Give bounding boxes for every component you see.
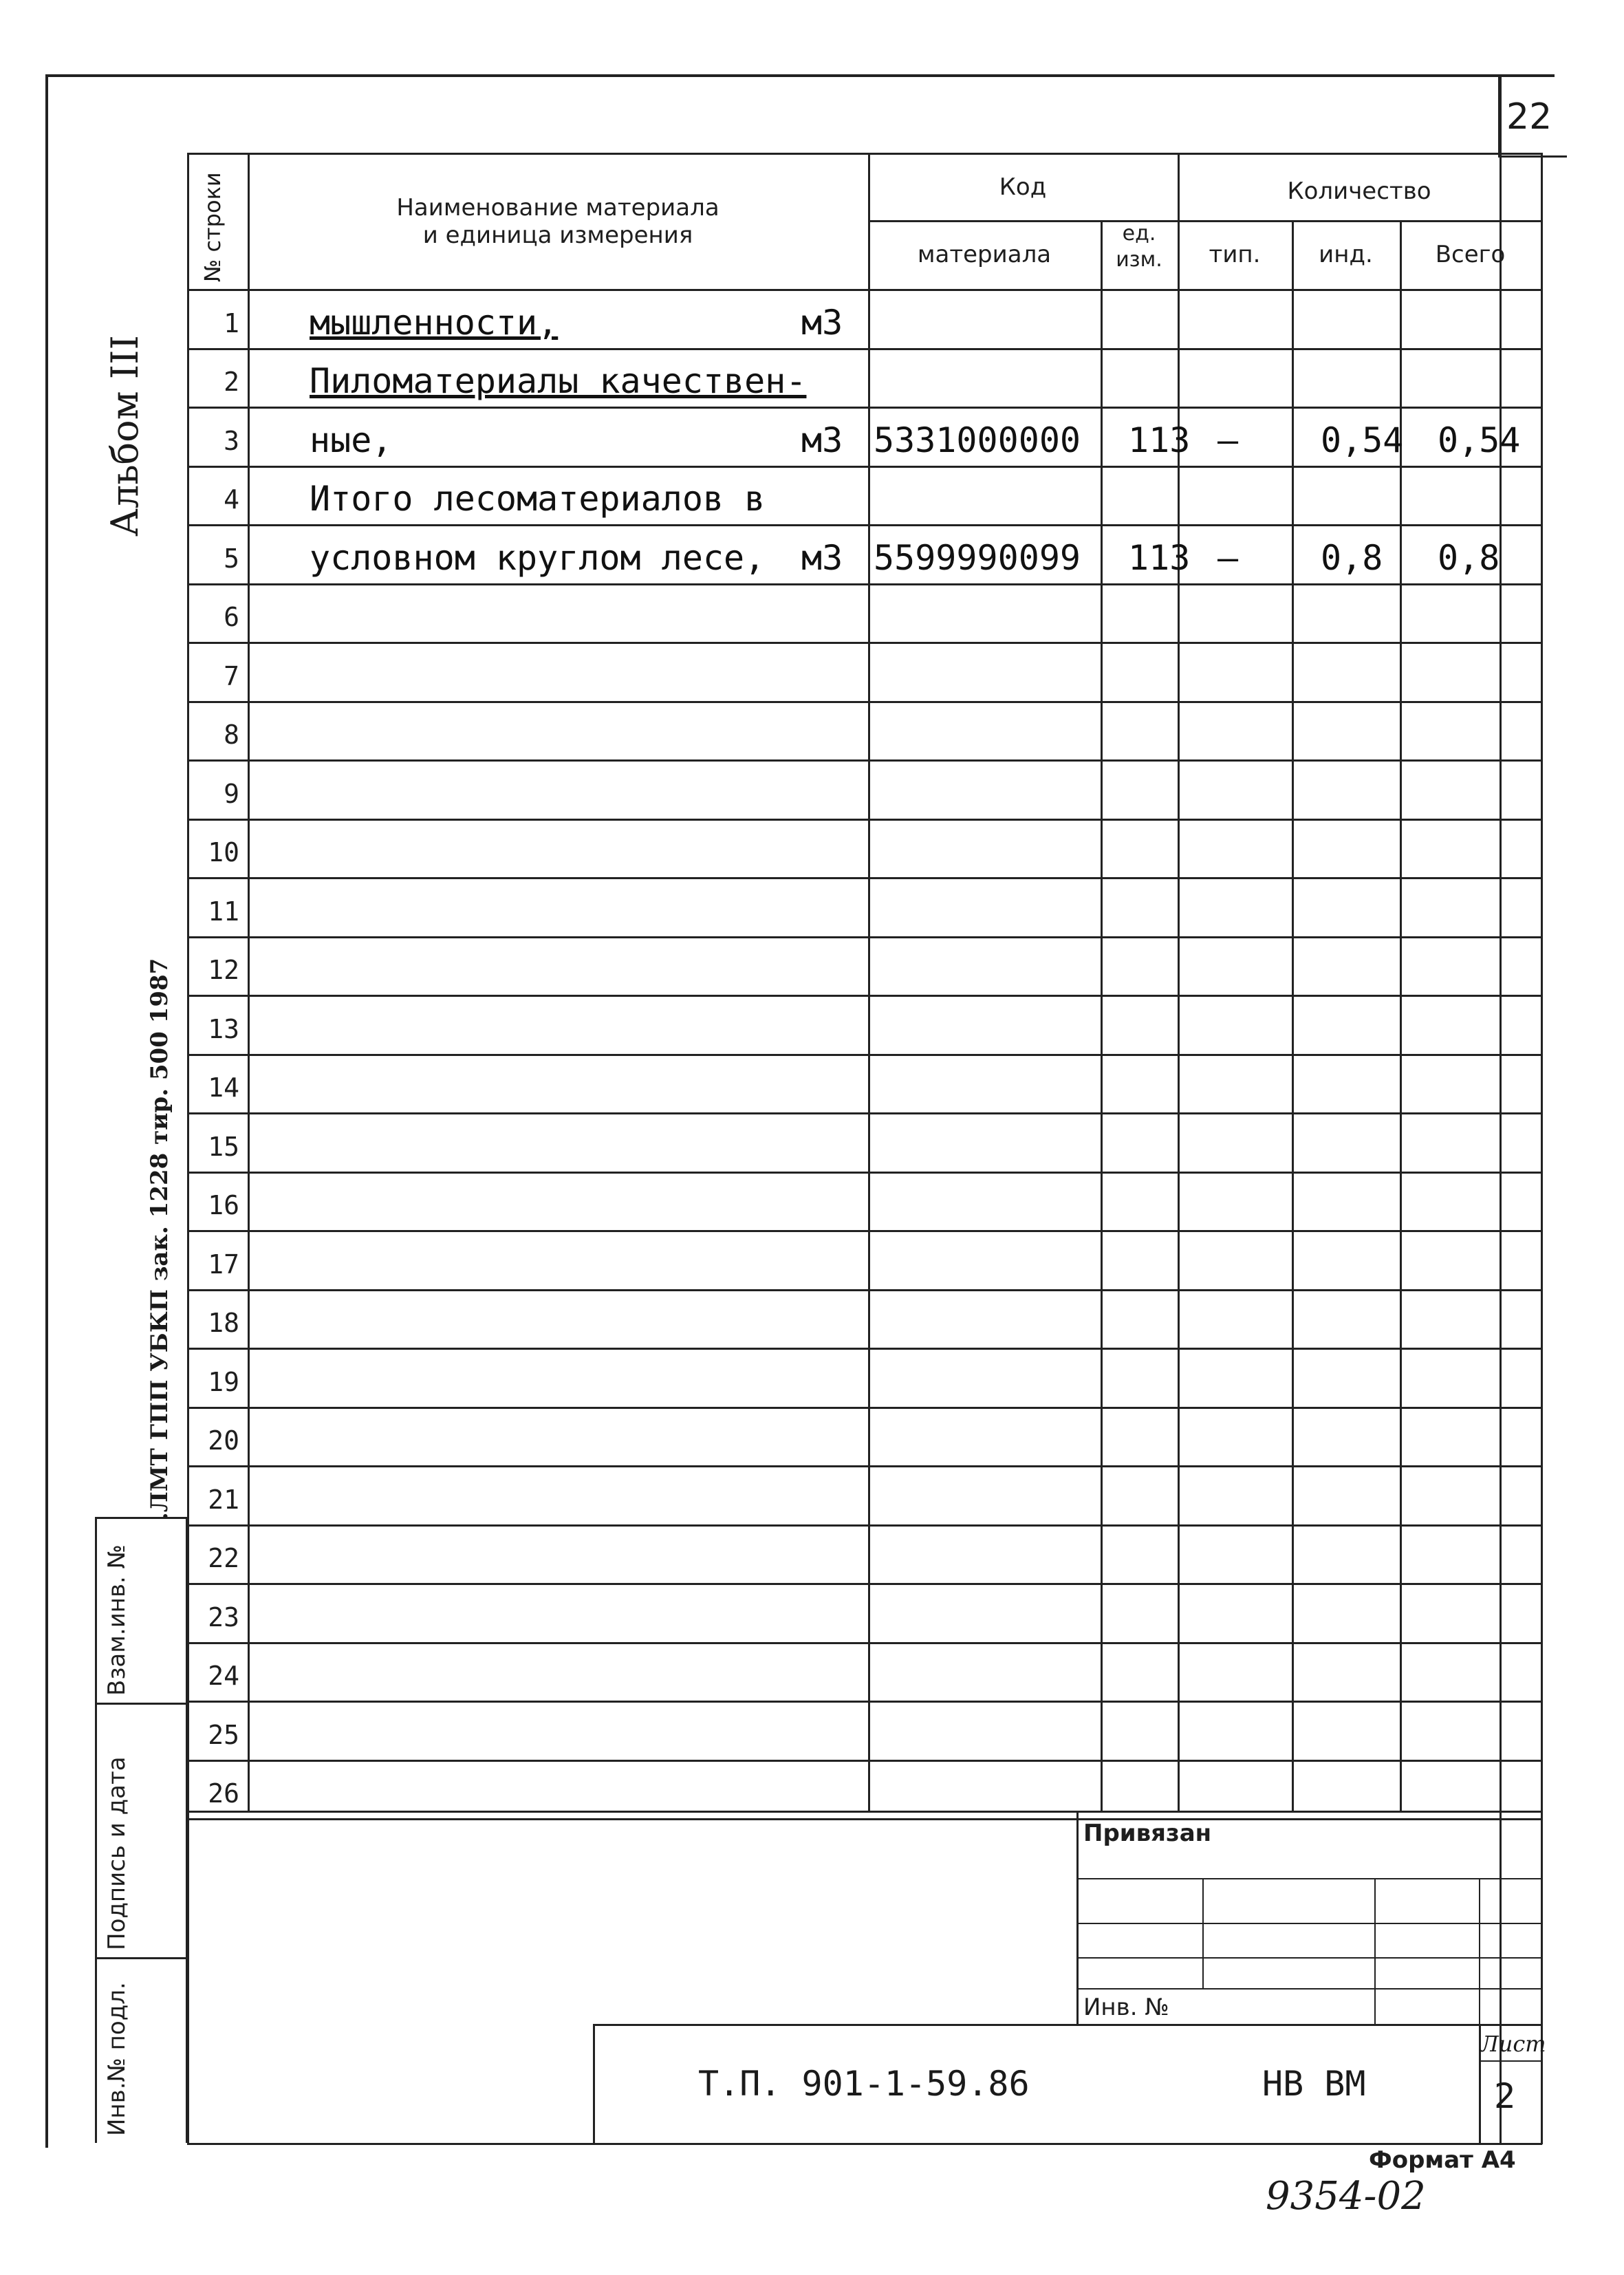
stamp-inner-line-1 (95, 1517, 97, 2143)
row-line (187, 701, 1542, 703)
name-column-line (868, 153, 870, 1811)
cell-typ: – (1217, 420, 1239, 460)
header-qty-total: Всего (1435, 241, 1506, 268)
handwritten-number: 9354-02 (1266, 2174, 1426, 2219)
row-line (187, 466, 1542, 468)
row-number: 6 (224, 602, 239, 632)
cell-code: 5599990099 (874, 537, 1081, 578)
cell-ind: 0,54 (1321, 420, 1404, 460)
row-number: 19 (208, 1366, 239, 1397)
row-line (187, 1760, 1542, 1762)
row-line (187, 1524, 1542, 1527)
row-line (187, 1348, 1542, 1350)
header-code-unit-1: ед. (1122, 222, 1156, 246)
table-right-line (1541, 153, 1543, 2144)
header-qty-typ: тип. (1209, 241, 1261, 268)
row-line (187, 348, 1542, 350)
row-number: 23 (208, 1602, 239, 1632)
doc-block-left (593, 2024, 595, 2144)
row-number: 15 (208, 1131, 239, 1162)
row-line (187, 1583, 1542, 1585)
row-number: 8 (224, 720, 239, 750)
row-line (187, 524, 1542, 526)
row-number: 9 (224, 778, 239, 809)
typ-column-line (1292, 220, 1294, 1811)
unit-code-column-line (1178, 153, 1180, 1811)
cell-name: ные, (310, 420, 393, 460)
cell-code: 5331000000 (874, 420, 1081, 460)
header-middle-line (868, 220, 1542, 222)
row-line (187, 1289, 1542, 1291)
rownum-column-line (248, 153, 250, 1811)
row-number: 4 (224, 484, 239, 515)
linked-label: Привязан (1083, 1820, 1212, 1847)
linked-col-3 (1479, 1878, 1480, 2024)
cell-name: Пиломатериалы качествен- (310, 361, 807, 401)
doc-block-top (593, 2024, 1542, 2026)
row-number: 12 (208, 955, 239, 985)
row-number: 25 (208, 1719, 239, 1750)
table-left-line (187, 153, 189, 2144)
format-label: Формат А4 (1369, 2146, 1516, 2174)
stamp-signature-date: Подпись и дата (103, 1756, 131, 1950)
cell-ind: 0,8 (1321, 537, 1383, 578)
material-code-column-line (1101, 220, 1103, 1811)
row-number: 11 (208, 896, 239, 927)
row-line (187, 995, 1542, 997)
row-line (187, 583, 1542, 585)
row-number: 7 (224, 660, 239, 691)
row-number: 14 (208, 1072, 239, 1103)
row-line (187, 1642, 1542, 1644)
row-line (187, 1407, 1542, 1409)
page-number-box-bottom (1498, 155, 1567, 158)
row-number: 10 (208, 837, 239, 867)
row-line (187, 1230, 1542, 1232)
inv-no-label: Инв. № (1083, 1994, 1169, 2021)
header-qty-ind: инд. (1319, 241, 1373, 268)
row-number: 21 (208, 1484, 239, 1515)
sheet-number: 2 (1494, 2076, 1516, 2116)
sheet-label: Лист (1480, 2031, 1546, 2057)
row-number: 22 (208, 1543, 239, 1573)
stamp-div-2 (95, 1957, 188, 1959)
row-number: 18 (208, 1308, 239, 1338)
cell-total: 0,54 (1438, 420, 1521, 460)
stamp-inv-orig: Инв.№ подл. (103, 1982, 131, 2136)
header-top-line (187, 153, 1542, 155)
linked-line-3 (1076, 1957, 1542, 1959)
header-row-number: № строки (199, 172, 226, 282)
doc-block-bottom (187, 2143, 1542, 2145)
linked-line-4 (1076, 1988, 1542, 1990)
header-code-unit-2: изм. (1116, 248, 1162, 272)
sheet-label-line (1479, 2060, 1542, 2062)
row-line (187, 759, 1542, 762)
cell-name: мышленности, (310, 302, 559, 343)
header-quantity: Количество (1287, 177, 1431, 205)
right-border (1500, 74, 1502, 2145)
stamp-div-1 (95, 1703, 188, 1705)
row-number: 26 (208, 1778, 239, 1809)
header-name-line1: Наименование материала (396, 194, 719, 222)
linked-block-left (1076, 1811, 1079, 2024)
document-code: Т.П. 901-1-59.86 (698, 2064, 1030, 2104)
row-line (187, 1465, 1542, 1467)
header-bottom-line (187, 289, 1542, 291)
row-number: 20 (208, 1425, 239, 1456)
cell-unit-code: 113 (1128, 537, 1191, 578)
row-line (187, 877, 1542, 879)
cell-unit: м3 (801, 537, 843, 578)
row-number: 24 (208, 1661, 239, 1691)
row-line (187, 936, 1542, 938)
row-line (187, 1172, 1542, 1174)
album-label: Альбом III (103, 335, 147, 537)
cell-total: 0,8 (1438, 537, 1500, 578)
cell-unit: м3 (801, 420, 843, 460)
print-stamp: .ЛМТ ГПП УБКП зак. 1228 тир. 500 1987 (146, 958, 173, 1520)
stamp-top (95, 1517, 188, 1519)
cell-unit-code: 113 (1128, 420, 1191, 460)
cell-typ: – (1217, 537, 1239, 578)
row-line (187, 1054, 1542, 1056)
row-number: 3 (224, 425, 239, 456)
row-line (187, 819, 1542, 821)
row-line (187, 407, 1542, 409)
row-line (187, 1818, 1542, 1820)
row-line (187, 1112, 1542, 1114)
cell-name: Итого лесоматериалов в (310, 479, 766, 519)
page-number: 22 (1506, 96, 1552, 138)
stamp-replaces-inv: Взам.инв. № (103, 1544, 131, 1696)
page-number-box-left (1498, 74, 1500, 157)
row-number: 17 (208, 1249, 239, 1280)
row-number: 13 (208, 1013, 239, 1044)
row-number: 1 (224, 308, 239, 338)
row-number: 5 (224, 543, 239, 574)
linked-col-1 (1202, 1878, 1204, 1990)
linked-line-2 (1076, 1923, 1542, 1924)
header-code: Код (999, 173, 1047, 201)
linked-line-1 (1076, 1878, 1542, 1879)
row-number: 16 (208, 1190, 239, 1220)
cell-name: условном круглом лесе, (310, 537, 766, 578)
row-line (187, 642, 1542, 644)
row-line (187, 1701, 1542, 1703)
row-number: 2 (224, 367, 239, 397)
linked-col-2 (1374, 1878, 1376, 2024)
header-code-material: материала (917, 241, 1052, 268)
document-mark: НВ ВМ (1262, 2064, 1366, 2104)
cell-unit: м3 (801, 302, 843, 343)
title-block-top (187, 1811, 1542, 1813)
header-name-line2: и единица измерения (422, 222, 693, 249)
